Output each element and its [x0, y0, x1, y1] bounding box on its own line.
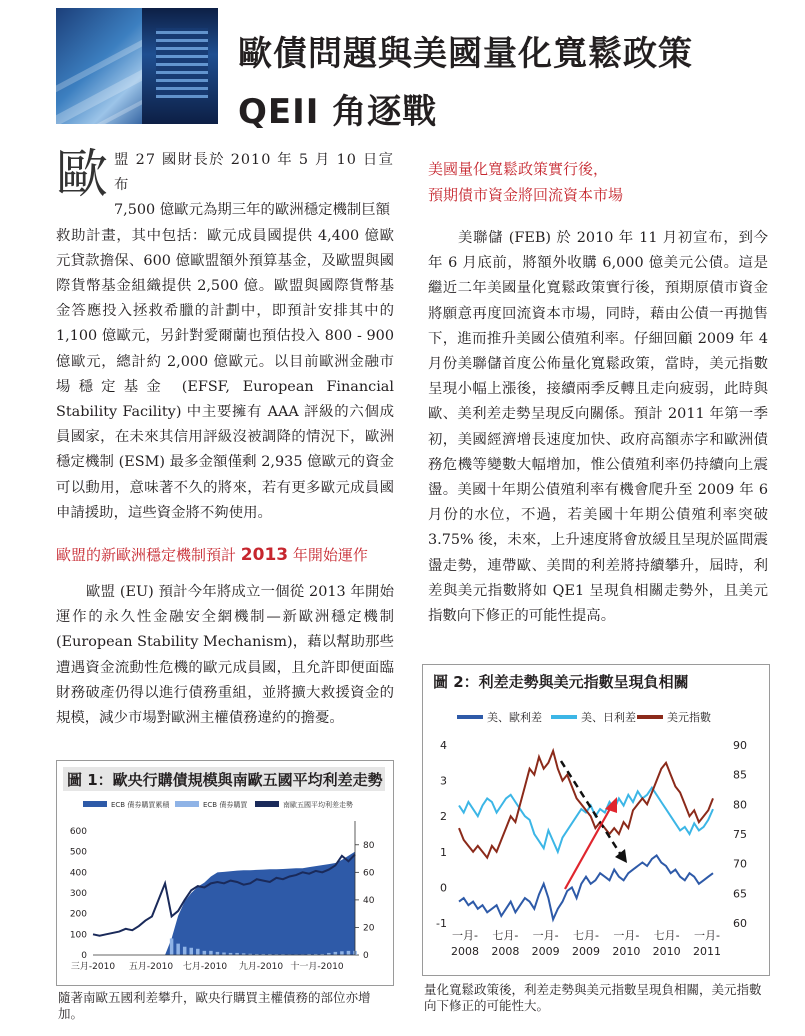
intro-paragraph: [56, 145, 394, 526]
header-photo: [56, 8, 218, 124]
x-tick-year: 2011: [693, 945, 721, 958]
x-tick-year: 2008: [451, 945, 479, 958]
x-tick-month: 七月-: [573, 929, 599, 942]
y-right-tick: 80: [733, 798, 747, 812]
series-line: [459, 751, 713, 858]
x-tick: 九月-2010: [238, 962, 284, 972]
x-tick: 七月-2010: [182, 962, 228, 972]
y-left-tick: 2: [440, 810, 447, 824]
figure-1-title: 圖 1：歐央行購債規模與南歐五國平均利差走勢: [67, 771, 383, 789]
x-tick-year: 2009: [572, 945, 600, 958]
weekly-purchase-bar: [170, 938, 174, 955]
section-heading-esm: 歐盟的新歐洲穩定機制預計 2013 年開始運作: [56, 545, 368, 566]
figure-1-chart: [57, 795, 393, 985]
figure-2-chart: [423, 695, 769, 975]
legend-swatch: [255, 801, 279, 807]
y-left-tick: 400: [69, 868, 87, 879]
y-right-tick: 0: [363, 951, 369, 961]
x-tick: 十一月-2010: [290, 962, 344, 972]
legend-label: ECB 債券購買: [203, 801, 248, 809]
y-left-tick: 100: [69, 930, 87, 941]
legend-label: 美、日利差: [581, 711, 636, 724]
x-tick: 三月-2010: [70, 962, 116, 972]
intro-line1: 盟 27 國財長於 2010 年 5 月 10 日宣布: [114, 152, 394, 194]
weekly-purchase-bar: [216, 952, 220, 955]
y-right-tick: 90: [733, 739, 747, 752]
legend-swatch: [175, 801, 199, 807]
x-tick-month: 七月-: [653, 929, 680, 942]
y-left-tick: 600: [69, 827, 87, 837]
y-left-tick: -1: [436, 917, 447, 930]
legend-swatch: [637, 715, 663, 719]
legend-label: 美、歐利差: [487, 711, 542, 724]
dropcap: 歐: [56, 145, 109, 205]
y-right-tick: 80: [363, 840, 375, 851]
y-left-tick: 0: [81, 951, 87, 961]
esm-paragraph: 歐盟 (EU) 預計今年將成立一個從 2013 年開始運作的永久性金融安全網機制—新歐洲穩定機制 (European Stability Mechanism)，藉以幫助那些遭遇資金流動性危機的歐元成員國，且允許即便面臨財務破產仍得以進行債務重組，並將擴大救援資金的規模，減少市場對歐洲主權債務違約的擔憂。: [56, 584, 394, 727]
dashed-arrow-head: [615, 849, 627, 863]
x-tick-month: 七月-: [492, 929, 519, 942]
left-column: [56, 145, 394, 731]
weekly-purchase-bar: [347, 951, 351, 955]
qe-paragraph: 美聯儲 (FEB) 於 2010 年 11 月初宣布，到今年 6 月底前，將額外收購 6,000 億美元公債。這是繼近二年美國量化寬鬆政策實行後，預期原債市資金將願意再度回流資本市場，同時，藉由公債一再拋售下，進而推升美國公債殖利率。仔細回顧 2009 年 4 月份美聯儲首度公佈量化寬鬆政策，當時，美元指數呈現小幅上漲後，接續兩季反轉且走向疲弱，此時與歐、美利差走勢呈現反向關係。預計 2011 年第一季初，美國經濟增長速度加快、政府高額赤字和歐洲債務危機等變數大幅增加，惟公債殖利率仍持續向上震盪。美國十年期公債殖利率有機會爬升至 2009 年 6 月份的水位，不過，若美國十年期公債殖利率突破 3.75% 後，未來，上升速度將會放緩且呈現於區間震盪走勢，連帶歐、美間的利差將持續攀升，屆時，利差與美元指數將如 QE1 呈現負相關走勢外，且美元指數向下修正的可能性提高。: [428, 230, 768, 625]
y-right-tick: 70: [733, 857, 747, 871]
legend-swatch: [551, 715, 577, 719]
x-tick-year: 2010: [652, 945, 681, 958]
legend-label: 美元指數: [667, 711, 711, 724]
cumulative-purchase-area: [93, 852, 355, 955]
series-line: [459, 788, 713, 852]
x-tick-year: 2010: [612, 945, 641, 958]
y-left-tick: 3: [440, 774, 447, 788]
y-left-tick: 1: [440, 845, 447, 859]
y-right-tick: 60: [363, 868, 375, 879]
y-left-tick: 200: [69, 909, 87, 920]
legend-label: ECB 債券購買累積: [111, 801, 170, 809]
y-right-tick: 40: [363, 895, 375, 906]
x-tick-month: 一月-: [694, 929, 720, 942]
weekly-purchase-bar: [176, 944, 180, 955]
red-arrow-head: [605, 797, 617, 813]
weekly-purchase-bar: [334, 952, 338, 955]
intro-body: 救助計畫，其中包括：歐元成員國提供 4,400 億歐元貸款擔保、600 億歐盟額外預算基金，及歐盟與國際貨幣基金組織提供 2,500 億。歐盟與國際貨幣基金答應投入拯救希臘的計劃中，即預計安排其中的 1,100 億歐元，另針對愛爾蘭也預估投入 800 - 900 億歐元，總計約 2,000 億歐元。以目前歐洲金融市場穩定基金 (EFSF, European Financial Stability Facility) 中主要擁有 AAA 評級的六個成員國家，在未來其信用評級沒被調降的情況下，歐洲穩定機制 (ESM) 最多金額僅剩 2,935 億歐元的資金可以動用，意味著不久的將來，若有更多歐元成員國申請援助，這些資金將不夠使用。: [56, 227, 394, 521]
article-title-line2: QEII 角逐戰: [238, 92, 438, 132]
x-tick-year: 2008: [491, 945, 520, 958]
y-left-tick: 300: [69, 889, 87, 899]
y-right-tick: 85: [733, 768, 747, 782]
figure-1-caption: 隨著南歐五國利差攀升，歐央行購買主權債務的部位亦增加。: [58, 990, 371, 1021]
x-tick-year: 2009: [531, 945, 560, 958]
weekly-purchase-bar: [183, 947, 187, 955]
section-heading-qe: 美國量化寬鬆政策實行後， 預期債市資金將回流資本市場: [428, 160, 624, 204]
y-left-tick: 500: [69, 847, 87, 858]
legend-label: 南歐五國平均利差走勢: [283, 801, 353, 809]
x-tick-month: 一月-: [532, 929, 559, 942]
weekly-purchase-bar: [209, 951, 213, 955]
legend-swatch: [457, 715, 483, 719]
y-right-tick: 75: [733, 828, 747, 841]
y-right-tick: 20: [363, 923, 375, 934]
figure-2: [422, 664, 770, 976]
x-tick: 五月-2010: [128, 962, 174, 972]
weekly-purchase-bar: [196, 949, 200, 955]
y-right-tick: 65: [733, 887, 747, 901]
intro-line2: 7,500 億歐元為期三年的歐洲穩定機制巨額: [114, 202, 391, 219]
x-tick-month: 一月-: [613, 929, 640, 942]
y-left-tick: 0: [440, 881, 447, 895]
article-title-line1: 歐債問題與美國量化寬鬆政策: [238, 34, 693, 74]
weekly-purchase-bar: [340, 951, 344, 955]
figure-1: [56, 760, 394, 986]
series-line: [459, 855, 713, 919]
figure-2-title: 圖 2：利差走勢與美元指數呈現負相關: [433, 673, 689, 691]
x-tick-month: 一月-: [452, 929, 478, 942]
legend-swatch: [83, 801, 107, 807]
y-left-tick: 4: [440, 739, 447, 752]
weekly-purchase-bar: [189, 948, 193, 955]
figure-2-caption: 量化寬鬆政策後，利差走勢與美元指數呈現負相關，美元指數向下修正的可能性大。: [424, 982, 762, 1013]
right-column: [428, 148, 768, 629]
y-right-tick: 60: [733, 917, 747, 930]
weekly-purchase-bar: [203, 951, 207, 955]
